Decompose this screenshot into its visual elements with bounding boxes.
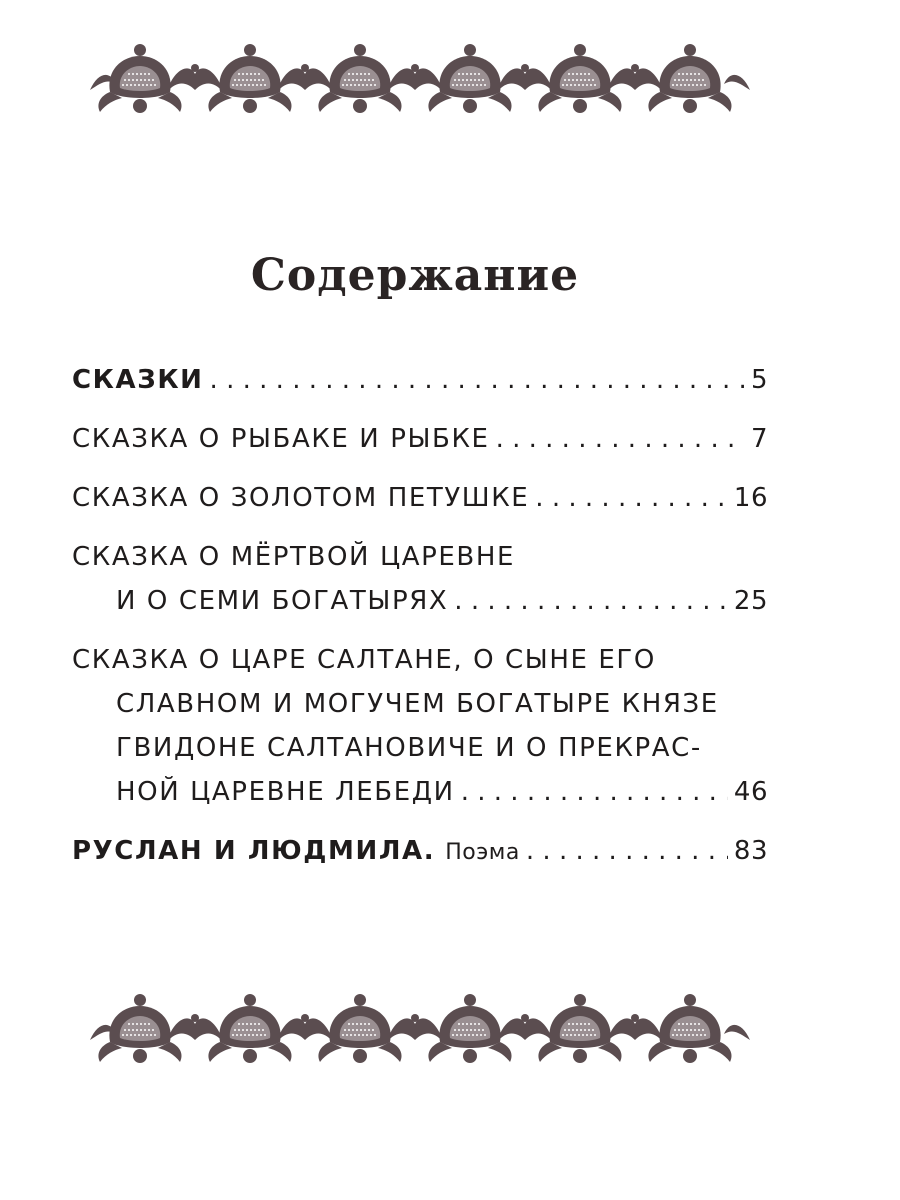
bell-ornament-icon xyxy=(98,44,181,113)
page-title: Содержание xyxy=(250,250,580,301)
leaf-scroll-icon xyxy=(277,64,333,92)
leaf-scroll-icon xyxy=(277,1014,333,1042)
leaf-scroll-icon xyxy=(387,1014,443,1042)
toc-entry-title-line: НОЙ ЦАРЕВНЕ ЛЕБЕДИ xyxy=(116,777,455,807)
toc-entry-tsarevna xyxy=(72,535,768,623)
leaf-scroll-icon xyxy=(167,64,223,92)
toc-page-number: 5 xyxy=(750,365,768,395)
leaf-scroll-icon xyxy=(167,1014,223,1042)
leaf-scroll-icon xyxy=(497,1014,553,1042)
dot-leader xyxy=(535,476,728,520)
toc-entry-rybak xyxy=(72,417,768,461)
end-leaf-icon xyxy=(724,1025,750,1040)
bell-ornament-icon xyxy=(208,994,291,1063)
toc-entry-title-line: ГВИДОНЕ САЛТАНОВИЧЕ И О ПРЕКРАС- xyxy=(116,733,702,763)
toc-entry-ruslan xyxy=(72,829,768,873)
ornamental-border-top xyxy=(80,40,760,120)
bell-ornament-icon xyxy=(98,994,181,1063)
toc-entry-skazki xyxy=(72,358,768,402)
toc-entry-title: РУСЛАН И ЛЮДМИЛА. xyxy=(72,836,436,866)
toc-entry-title-line: СКАЗКА О МЁРТВОЙ ЦАРЕВНЕ xyxy=(72,542,516,572)
toc-page-number: 16 xyxy=(733,483,768,513)
bell-ornament-icon xyxy=(648,44,731,113)
toc-entry-title: СКАЗКИ xyxy=(72,365,204,395)
toc-entry-saltan xyxy=(72,638,768,814)
bell-ornament-icon xyxy=(428,44,511,113)
table-of-contents xyxy=(72,358,768,873)
toc-entry-title: СКАЗКА О ЗОЛОТОМ ПЕТУШКЕ xyxy=(72,483,530,513)
toc-entry-petushok xyxy=(72,476,768,520)
toc-entry-title-line: СКАЗКА О ЦАРЕ САЛТАНЕ, О СЫНЕ ЕГО xyxy=(72,645,656,675)
bell-ornament-icon xyxy=(538,44,621,113)
bell-ornament-icon xyxy=(318,994,401,1063)
toc-entry-title-line: И О СЕМИ БОГАТЫРЯХ xyxy=(116,586,449,616)
bell-ornament-icon xyxy=(208,44,291,113)
leaf-scroll-icon xyxy=(387,64,443,92)
toc-entry-title: СКАЗКА О РЫБАКЕ И РЫБКЕ xyxy=(72,424,490,454)
dot-leader xyxy=(526,829,728,873)
end-leaf-icon xyxy=(724,75,750,90)
bell-ornament-icon xyxy=(428,994,511,1063)
dot-leader xyxy=(461,770,728,814)
leaf-scroll-icon xyxy=(497,64,553,92)
bell-ornament-icon xyxy=(538,994,621,1063)
bell-ornament-icon xyxy=(318,44,401,113)
toc-entry-genre: Поэма xyxy=(445,840,520,865)
toc-page-number: 7 xyxy=(750,424,768,454)
leaf-scroll-icon xyxy=(607,64,663,92)
leaf-scroll-icon xyxy=(607,1014,663,1042)
toc-entry-title-line: СЛАВНОМ И МОГУЧЕМ БОГАТЫРЕ КНЯЗЕ xyxy=(116,689,719,719)
toc-page-number: 83 xyxy=(733,836,768,866)
bell-ornament-icon xyxy=(648,994,731,1063)
ornamental-border-bottom xyxy=(80,990,760,1070)
dot-leader xyxy=(210,358,745,402)
toc-page-number: 25 xyxy=(733,586,768,616)
dot-leader xyxy=(496,417,745,461)
dot-leader xyxy=(454,579,728,623)
toc-page-number: 46 xyxy=(733,777,768,807)
